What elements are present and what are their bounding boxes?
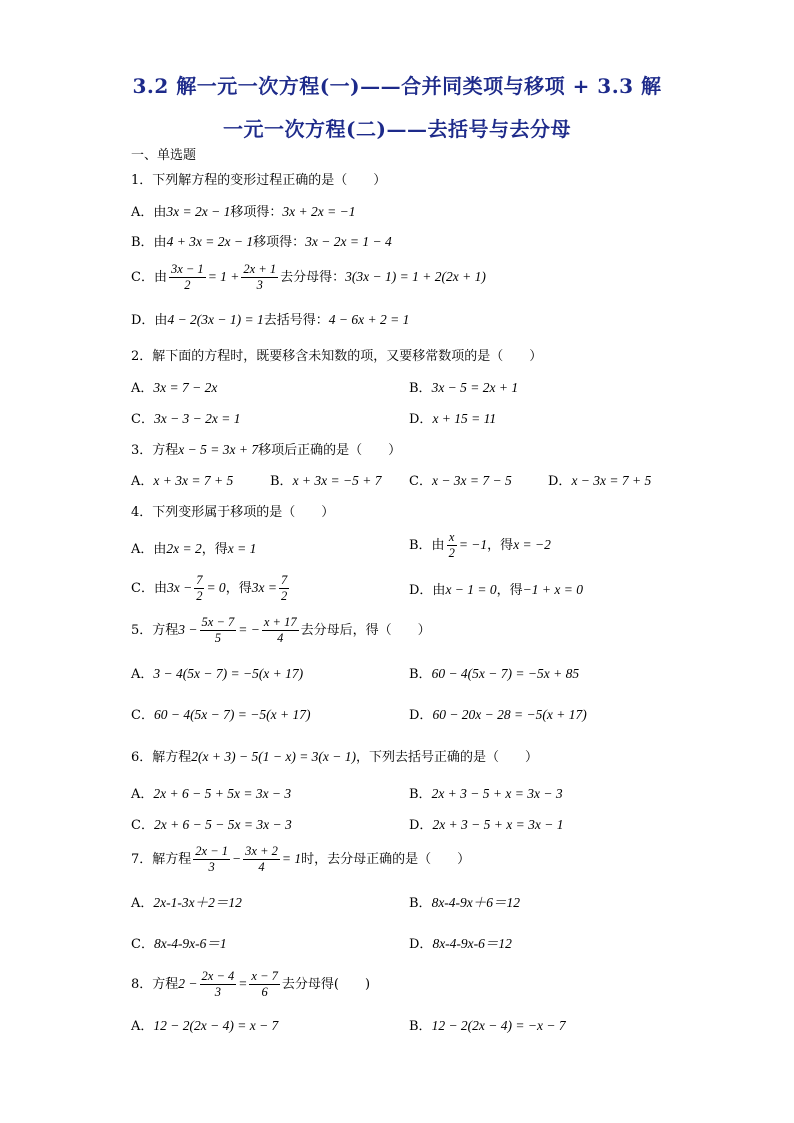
q1-option-b: B．由4 + 3x = 2x − 1移项得：3x − 2x = 1 − 4: [131, 234, 392, 250]
q1-option-c: C．由 $\frac{3x - 1}{2}$ = 1 + $\frac{2x + 1}{3}$ 去分母得：3(3x − 1) = 1 + 2(2x + 1): [131, 262, 486, 292]
q3-option-b: B．x + 3x = −5 + 7: [270, 473, 382, 489]
q2-option-a: A．3x = 7 − 2x: [131, 380, 218, 396]
q3-option-c: C．x − 3x = 7 − 5: [409, 473, 512, 489]
q8-option-b: B．12 − 2(2x − 4) = −x − 7: [409, 1018, 566, 1034]
q7-option-b: B．8x-4-9x＋6＝12: [409, 895, 521, 911]
page-title-line-1: 3.2 解一元一次方程(一)——合并同类项与移项 + 3.3 解: [132, 74, 662, 98]
q5-option-c: C．60 − 4(5x − 7) = −5(x + 17): [131, 707, 311, 723]
q7-stem: 7．解方程 $\frac{2x - 1}{3}$ − $\frac{3x + 2}{4}$ = 1时，去分母正确的是（ ）: [131, 844, 471, 874]
q1-stem: 1．下列解方程的变形过程正确的是（ ）: [131, 173, 387, 188]
section-heading: 一、单选题: [131, 148, 197, 163]
q1-c-fraction-1: $\frac{3x - 1}{2}$: [170, 262, 204, 292]
q5-option-d: D．60 − 20x − 28 = −5(x + 17): [409, 707, 587, 723]
q8-stem: 8．方程2 − $\frac{2x - 4}{3}$ = $\frac{x - 7}{6}$ 去分母得( ): [131, 969, 371, 999]
q3-stem: 3．方程x − 5 = 3x + 7移项后正确的是（ ）: [131, 442, 402, 458]
q6-option-c: C．2x + 6 − 5 − 5x = 3x − 3: [131, 817, 292, 833]
q2-stem: 2．解下面的方程时，既要移含未知数的项，又要移常数项的是（ ）: [131, 349, 543, 364]
q4-option-d: D．由x − 1 = 0，得−1 + x = 0: [409, 582, 583, 598]
q5-stem: 5．方程3 − $\frac{5x - 7}{5}$ = − $\frac{x + 17}{4}$ 去分母后，得（ ）: [131, 615, 431, 645]
q6-option-b: B．2x + 3 − 5 + x = 3x − 3: [409, 786, 563, 802]
q6-stem: 6．解方程2(x + 3) − 5(1 − x) = 3(x − 1)，下列去括号正确的是（ ）: [131, 749, 539, 765]
page-title-line-2: 一元一次方程(二)——去括号与去分母: [223, 117, 571, 141]
q7-option-d: D．8x-4-9x-6＝12: [409, 936, 512, 952]
q4-option-a: A．由2x = 2，得x = 1: [131, 541, 257, 557]
q4-option-c: C．由3x − $\frac{7}{2}$ = 0，得3x = $\frac{7}{2}$: [131, 573, 288, 603]
q5-option-a: A．3 − 4(5x − 7) = −5(x + 17): [131, 666, 304, 682]
q5-option-b: B．60 − 4(5x − 7) = −5x + 85: [409, 666, 580, 682]
q2-option-b: B．3x − 5 = 2x + 1: [409, 380, 519, 396]
q7-option-c: C．8x-4-9x-6＝1: [131, 936, 227, 952]
q1-option-a: A．由3x = 2x − 1移项得：3x + 2x = −1: [131, 204, 356, 220]
q3-option-d: D．x − 3x = 7 + 5: [548, 473, 652, 489]
q4-stem: 4．下列变形属于移项的是（ ）: [131, 505, 335, 520]
q1-option-d: D．由4 − 2(3x − 1) = 1去括号得：4 − 6x + 2 = 1: [131, 312, 410, 328]
q6-option-d: D．2x + 3 − 5 + x = 3x − 1: [409, 817, 564, 833]
q2-option-d: D．x + 15 = 11: [409, 411, 497, 427]
q1-c-fraction-2: $\frac{2x + 1}{3}$: [243, 262, 277, 292]
q7-option-a: A．2x-1-3x＋2＝12: [131, 895, 242, 911]
q4-option-b: B．由 $\frac{x}{2}$ = −1，得x = −2: [409, 530, 551, 560]
q6-option-a: A．2x + 6 − 5 + 5x = 3x − 3: [131, 786, 292, 802]
q8-option-a: A．12 − 2(2x − 4) = x − 7: [131, 1018, 279, 1034]
q2-option-c: C．3x − 3 − 2x = 1: [131, 411, 241, 427]
q3-option-a: A．x + 3x = 7 + 5: [131, 473, 234, 489]
